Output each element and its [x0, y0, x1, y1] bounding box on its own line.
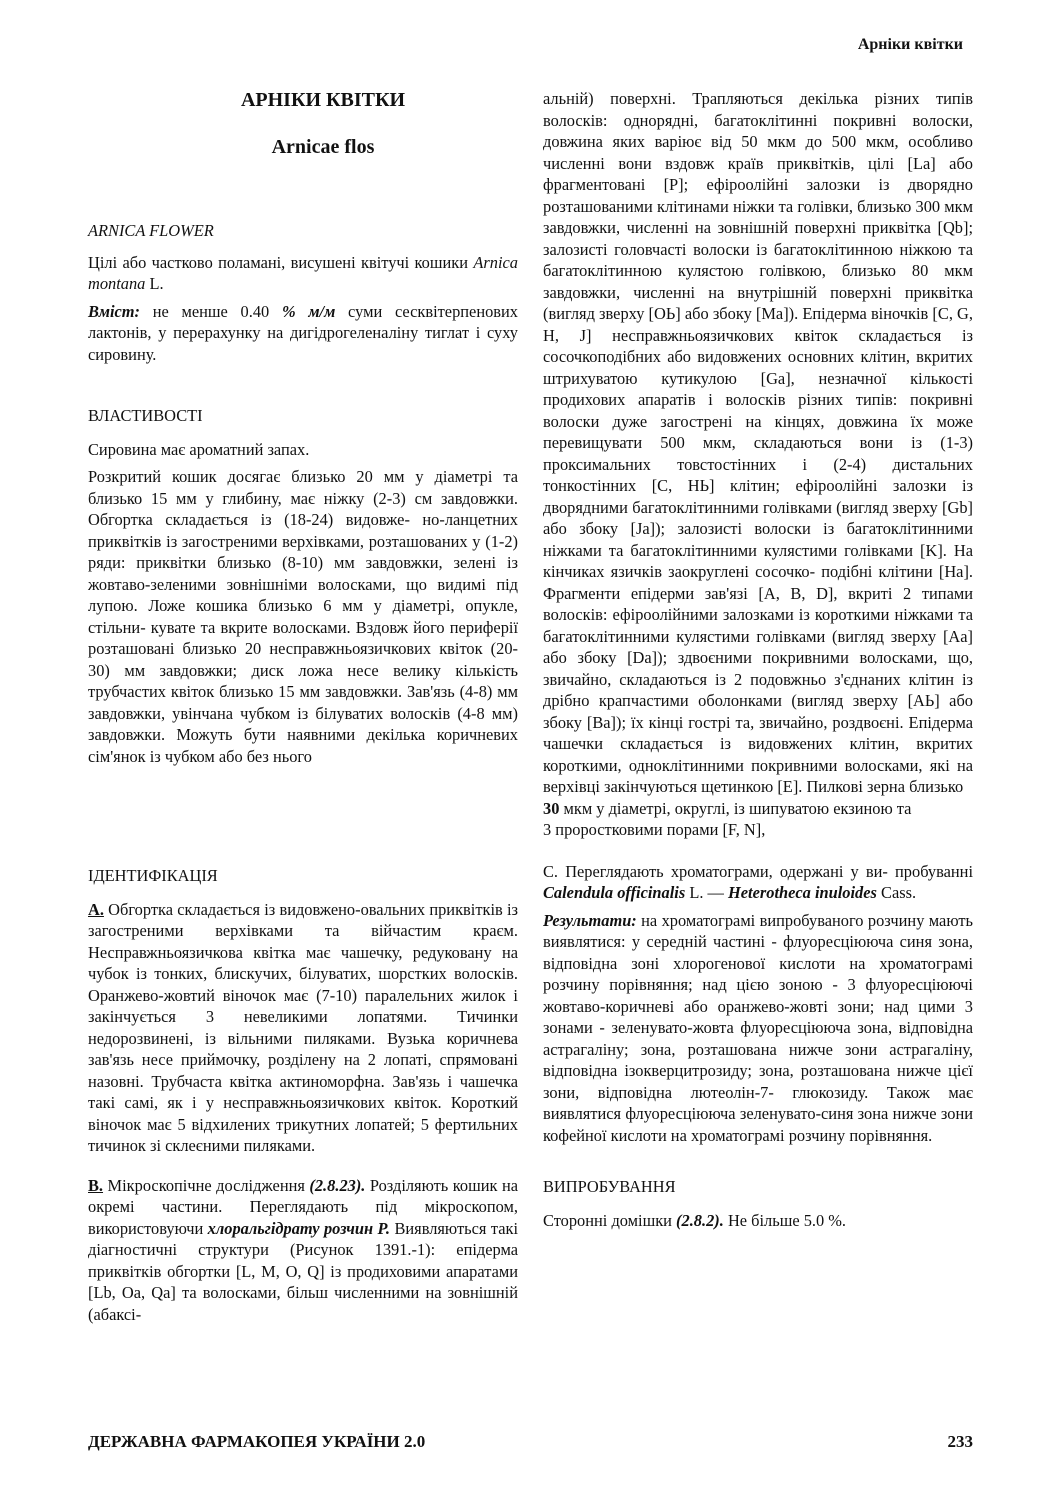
- reference-2-8-2: (2.8.2).: [676, 1210, 724, 1230]
- content-paragraph: Вміст: не менше 0.40 % м/м суми сесквітерпенових лактонів, у перерахунку на дигідрогеленаліну тиглат і суху сировину.: [88, 301, 519, 364]
- identification-heading: ІДЕНТИФІКАЦІЯ: [88, 866, 218, 885]
- properties-heading: ВЛАСТИВОСТІ: [88, 406, 203, 425]
- english-name: ARNICA FLOWER: [88, 221, 214, 240]
- identification-a: А. Обгортка складається із видовжено-овальних приквітків із загостреними верхівками та війчастим краєм. Несправжньоязичкова квітка має чашечку, редуковану на чубок із тонких, блискучих, білуватих, шорстких волосків. Оранжево-жовтий віночок має (7-10) паралельних жилок і закінчується 3 невеликими лопатями. Тичинки недорозвинені, із вільними пиляками. Вузька коричнева зав'язь несе приймочку, розділену на 2 лопаті, спрямовані назовні. Трубчаста квітка актиноморфна. Зав'язь і чашечка такі самі, як і у несправжньоязичкових квіток. Короткий віночок має 5 відхилених трикутних лопатей; 5 фертильних тичинок зі склеєними пиляками.: [88, 899, 518, 1155]
- definition-paragraph: Цілі або частково поламані, висушені квітучі кошики Arnica montana L.: [88, 252, 518, 293]
- content-unit: % м/м: [281, 301, 336, 321]
- latin-title: Arnicae flos: [271, 136, 375, 158]
- properties-p1: Сировина має ароматний запах.: [88, 439, 310, 459]
- results-label: Результати:: [543, 910, 637, 930]
- species-calendula: Calendula officinalis: [543, 883, 686, 902]
- content-label: Вміст:: [88, 301, 140, 321]
- foreign-matter: Сторонні домішки (2.8.2). Не більше 5.0 %.: [543, 1210, 847, 1230]
- id-a-label: А.: [88, 899, 104, 919]
- page-number: 233: [947, 1432, 973, 1451]
- footer-publication: ДЕРЖАВНА ФАРМАКОПЕЯ УКРАЇНИ 2.0: [88, 1432, 426, 1451]
- reagent-name: хлоральгідрату розчин Р.: [207, 1218, 391, 1238]
- identification-c: С. Переглядають хроматограми, одержані у ви- пробуванні Calendula officinalis L. — Heterotheca inuloides Cass.: [543, 861, 973, 902]
- species-name: Arnica montana: [88, 252, 518, 293]
- pollen-line-2: 3 проростковими порами [F, N],: [543, 820, 766, 839]
- reference-2-8-23: (2.8.23).: [309, 1175, 366, 1195]
- pollen-line-1: 30 мкм у діаметрі, округлі, із шипуватою екзиною та: [543, 798, 912, 818]
- results-paragraph: Результати: на хроматограмі випробуваного розчину мають виявлятися: у середній частині - флуоресціююча синя зона, відповідна зоні хлорогенової кислоти на хроматограмі розчину порівняння; над цією зоною - 3 флуоресціюючі жовтаво-коричневі або оранжево-жовті зони; над цими 3 зонами - зеленувато-жовта флуоресціююча зона, відповідна астрагаліну; зона, розташована нижче зони астрагаліну, відповідна ізокверцитрозиду; зона, розташована нижче цієї зони, відповідна лютеолін-7- глюкозиду. Також має виявлятися флуоресціююча зеленувато-синя зона нижче зони кофейної кислоти на хроматограмі розчину порівняння.: [543, 910, 973, 1145]
- identification-b: В. Мікроскопічне дослідження (2.8.23). Розділяють кошик на окремі частини. Переглядають під мікроскопом, використовуючи хлоральгідрату розчин Р. Виявляються такі діагностичні структури (Рисунок 1391.-1): епідерма приквітків обгортки [L, M, O, Q] із продиховими апаратами [Lb, Oa, Qa] та волосками, більш численними на зовнішній (абаксі-: [88, 1175, 518, 1324]
- properties-p2: Розкритий кошик досягає близько 20 мм у діаметрі та близько 15 мм у глибину, має ніжку (2-3) см завдовжки. Обгортка складається із (18-24) видовже- но-ланцетних приквітків із загостреними верхівками, розташованих у (1-2) ряди: приквітки близько (8-10) мм завдовжки, зелені із жовтаво-зеленими зовнішніми волосками, що видимі під лупою. Ложе кошика близько 6 мм у діаметрі, опукле, стільни- кувате та вкрите волосками. Вздовж його периферії розташовані близько 20 несправжньоязичкових квіток (20-30) мм завдовжки; диск ложа несе велику кількість трубчастих квіток близько 15 мм завдовжки. Зав'язь (4-8) мм завдовжки, увінчана чубком із білуватих волосків (4-8 мм) завдовжки. Можуть бути наявними декілька коричневих сім'янок із чубком або без нього: [88, 467, 518, 766]
- tests-heading: ВИПРОБУВАННЯ: [543, 1177, 676, 1196]
- monograph-title: АРНІКИ КВІТКИ: [240, 89, 406, 111]
- id-b-label: В.: [88, 1175, 104, 1195]
- right-column: [543, 88, 973, 1231]
- pollen-size: 30: [543, 798, 560, 818]
- left-column: [88, 86, 518, 1325]
- species-heterotheca: Heterotheca inuloides: [728, 883, 877, 902]
- microscopy-continued: альній) поверхні. Трапляються декілька різних типів волосків: однорядні, багатоклітинні покривні волоски, довжина яких варіює від 50 мкм до 500 мкм, особливо численні вони вздовж країв приквітків, цілі [La] або фрагментовані [P]; ефіроолійні залозки із дворядно розташованими клітинами ніжки та голівки, близько 300 мкм завдовжки, численні на зовнішній поверхні приквітка [Qb]; залозисті головчасті волоски із багатоклітинною ніжкою та багатоклітинною кулястою голівкою, близько 80 мкм завдовжки, численні на внутрішній поверхні приквітка (вигляд зверху [ОЬ] або збоку [Ma]). Епідерма віночків [C, G, H, J] несправжньоязичкових квіток складається із сосочкоподібних або видовжених основних клітин, вкритих штрихуватою кутикулою [Ga], незначної кількості продихових апаратів і волосків різних типів: покривні волоски дуже загострені на кінцях, довжина їх може перевищувати 500 мкм, складаються вони із (1-3) проксимальних товстостінних і (2-4) дистальних тонкостінних [C, НЬ] клітин; ефіроолійні залозки із дворядними багатоклітинними голівками (вигляд зверху [Gb] або збоку [Ja]); залозисті волоски із багатоклітинними ніжками та багатоклітинними кулястими голівками [K]. На кінчиках язичків заокруглені сосочко- подібні клітини [Ha]. Фрагменти епідерми зав'язі [A, B, D], вкриті 2 типами волосків: ефіроолійними залозками із короткими ніжками та багатоклітинними кулястими голівками (вигляд зверху [Aa] або збоку [Da]); здвоєними покривними волосками, що, звичайно, складаються із 2 подовжньо з'єднаних клітин із дрібно крапчастими оболонками (вигляд зверху [АЬ] або збоку [Ba]); їх кінці гострі та, звичайно, роздвоєні. Епідерма чашечки складається із видовжених клітин, вкритих короткими, одноклітинними покривними волосками, які на верхівці закінчуються щетинкою [E]. Пилкові зерна близько: [543, 89, 973, 796]
- running-header: Арніки квітки: [857, 36, 963, 53]
